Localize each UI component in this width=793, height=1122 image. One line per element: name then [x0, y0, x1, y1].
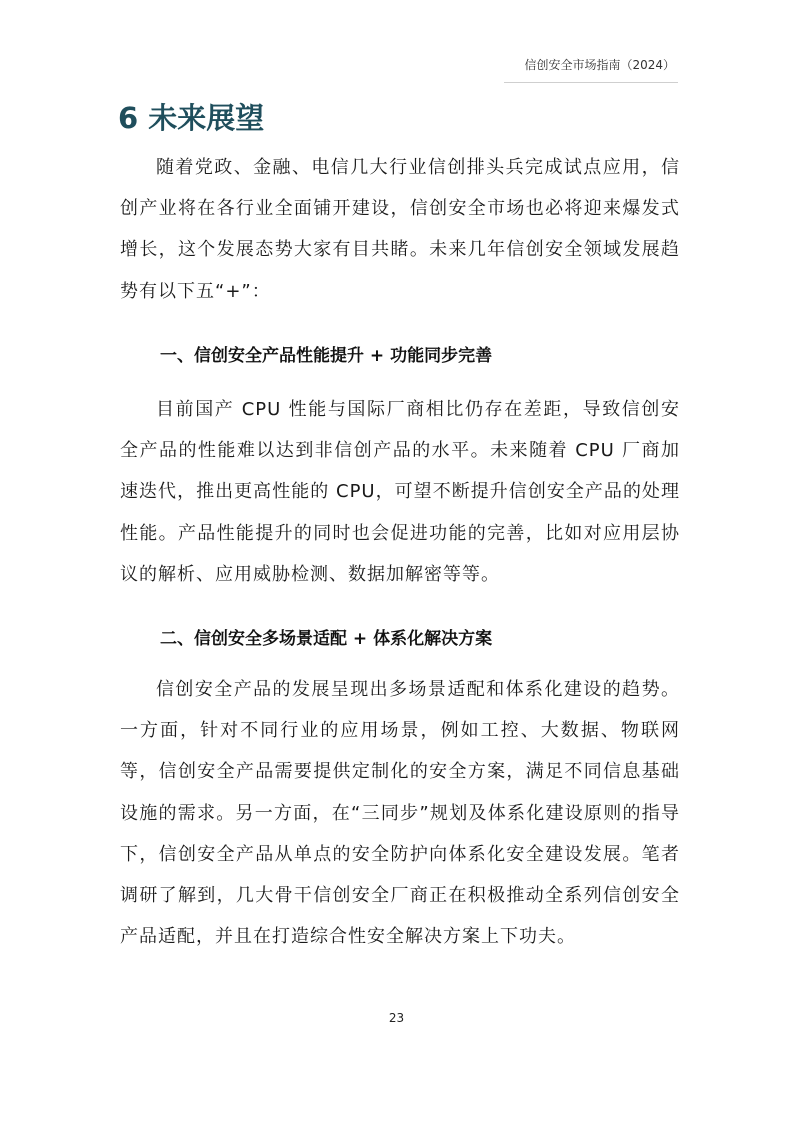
running-header-title: 信创安全市场指南（2024）	[524, 58, 675, 72]
header-divider	[504, 82, 678, 83]
section-paragraph-multi-scenario: 信创安全产品的发展呈现出多场景适配和体系化建设的趋势。一方面，针对不同行业的应用场景，例如工控、大数据、物联网等，信创安全产品需要提供定制化的安全方案，满足不同信息基础设施的需求。另一方面，在“三同步”规划及体系化建设原则的指导下，信创安全产品从单点的安全防护向体系化安全建设发展。笔者调研了解到，几大骨干信创安全厂商正在积极推动全系列信创安全产品适配，并且在打造综合性安全解决方案上下功夫。	[120, 679, 680, 948]
section-heading-multi-scenario: 二、信创安全多场景适配 + 体系化解决方案	[160, 629, 493, 649]
chapter-title: 6 未来展望	[118, 101, 265, 135]
section-heading-performance: 一、信创安全产品性能提升 + 功能同步完善	[160, 346, 493, 366]
section-paragraph-performance: 目前国产 CPU 性能与国际厂商相比仍存在差距，导致信创安全产品的性能难以达到非信创产品的水平。未来随着 CPU 厂商加速迭代，推出更高性能的 CPU，可望不断提升信创安全产品的处理性能。产品性能提升的同时也会促进功能的完善，比如对应用层协议的解析、应用威胁检测、数据加解密等等。	[120, 399, 680, 585]
intro-paragraph: 随着党政、金融、电信几大行业信创排头兵完成试点应用，信创产业将在各行业全面铺开建设，信创安全市场也必将迎来爆发式增长，这个发展态势大家有目共睹。未来几年信创安全领域发展趋势有以下五“+”：	[120, 157, 680, 302]
page-number: 23	[388, 1011, 405, 1025]
